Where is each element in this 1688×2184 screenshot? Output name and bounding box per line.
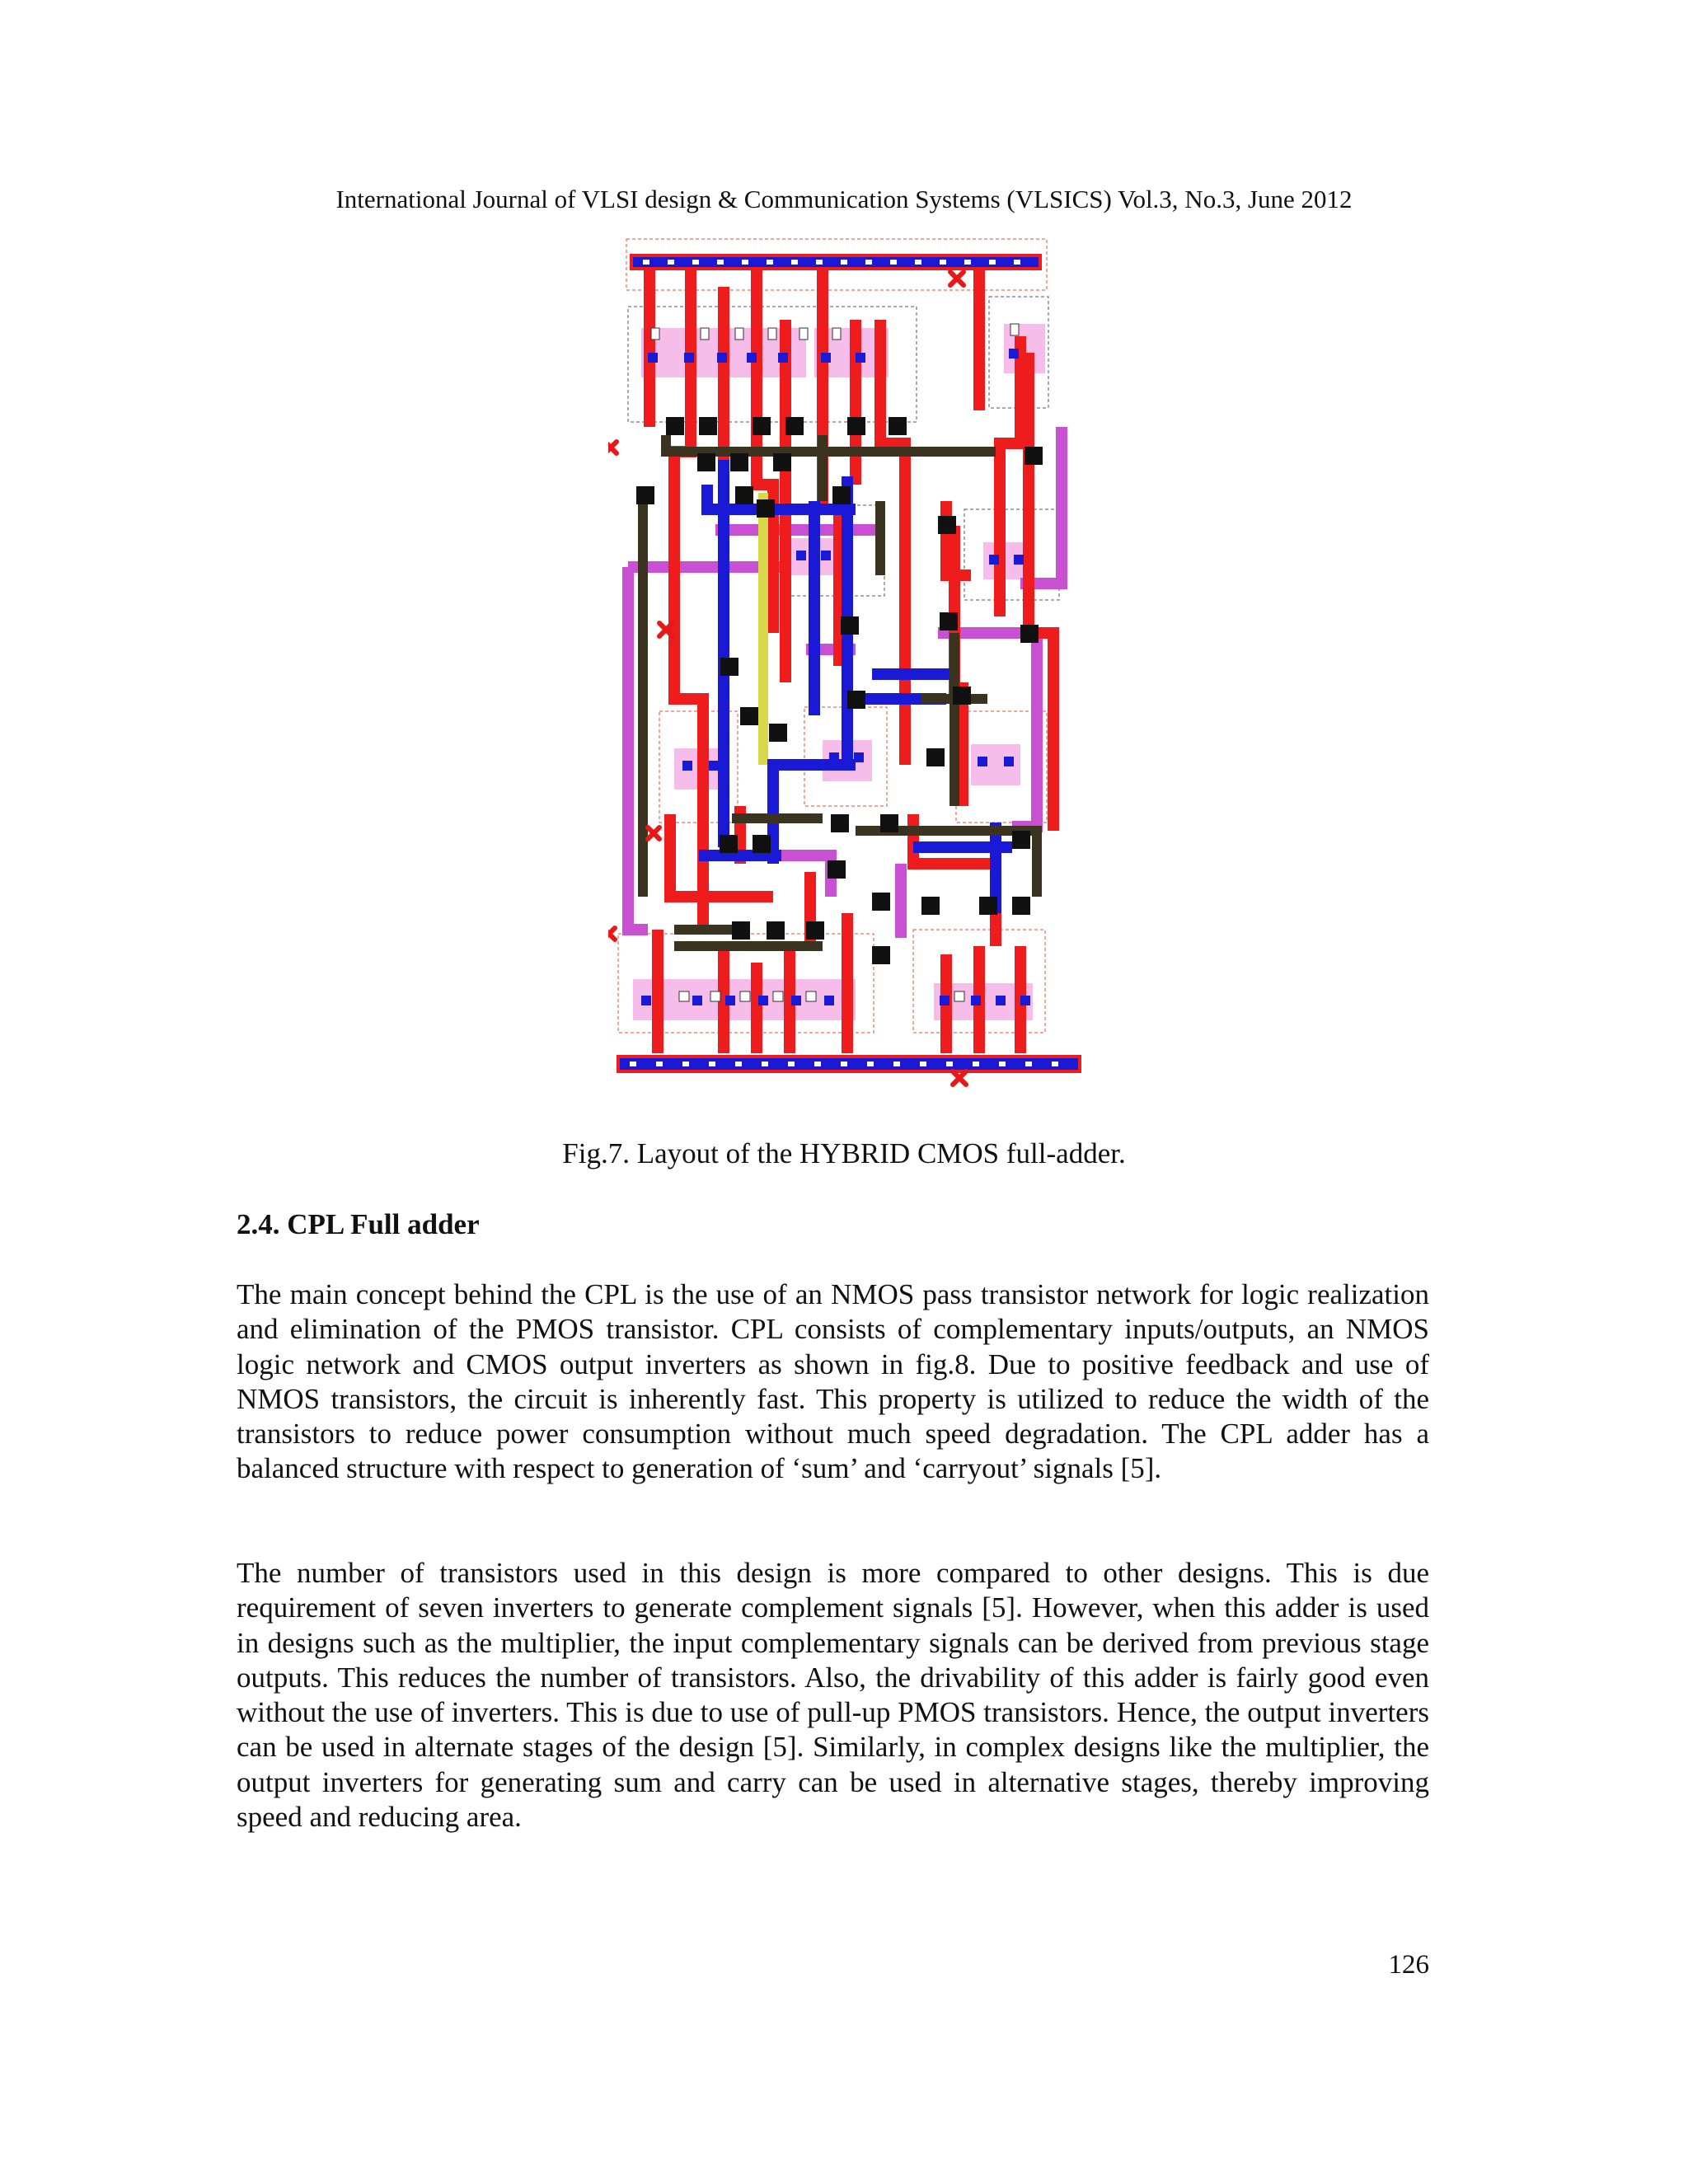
body-paragraph-2: The number of transistors used in this design is more compared to other designs. This is due requirement of seven inverters to generate complement signals [5]. However, when this adder is used in designs such as the multiplier, the input complementary signals can be derived from previous stage outputs. This reduces the number of transistors. Also, the drivability of this adder is fairly good even without the use of inverters. This is due to use of pull-up PMOS transistors. Hence, the output inverters can be used in alternate stages of the design [5]. Similarly, in complex designs like the multiplier, the output inverters for generating sum and carry can be used in alternative stages, thereby improving speed and reducing area. (237, 1557, 1429, 1834)
figure-caption: Fig.7. Layout of the HYBRID CMOS full-adder. (562, 1137, 1126, 1169)
body-paragraph-1: The main concept behind the CPL is the use of an NMOS pass transistor network for logic realization and elimination of the PMOS transistor. CPL consists of complementary inputs/outputs, an NMOS logic network and CMOS output inverters as shown in fig.8. Due to positive feedback and use of NMOS transistors, the circuit is inherently fast. This property is utilized to reduce the width of the transistors to reduce power consumption without much speed degradation. The CPL adder has a balanced structure with respect to generation of ‘sum’ and ‘carryout’ signals [5]. (237, 1278, 1429, 1485)
vdd-rail (630, 254, 1042, 270)
running-header: International Journal of VLSI design & Communication Systems (VLSICS) Vol.3, No.3, June 2012 (335, 185, 1353, 213)
section-heading: 2.4. CPL Full adder (237, 1208, 480, 1240)
layout-figure (608, 237, 1086, 1090)
highlight-route (758, 493, 768, 765)
hybrid-cmos-layout-diagram (608, 237, 1086, 1090)
page-number: 126 (1388, 1950, 1429, 1980)
via-contacts (636, 417, 1043, 964)
